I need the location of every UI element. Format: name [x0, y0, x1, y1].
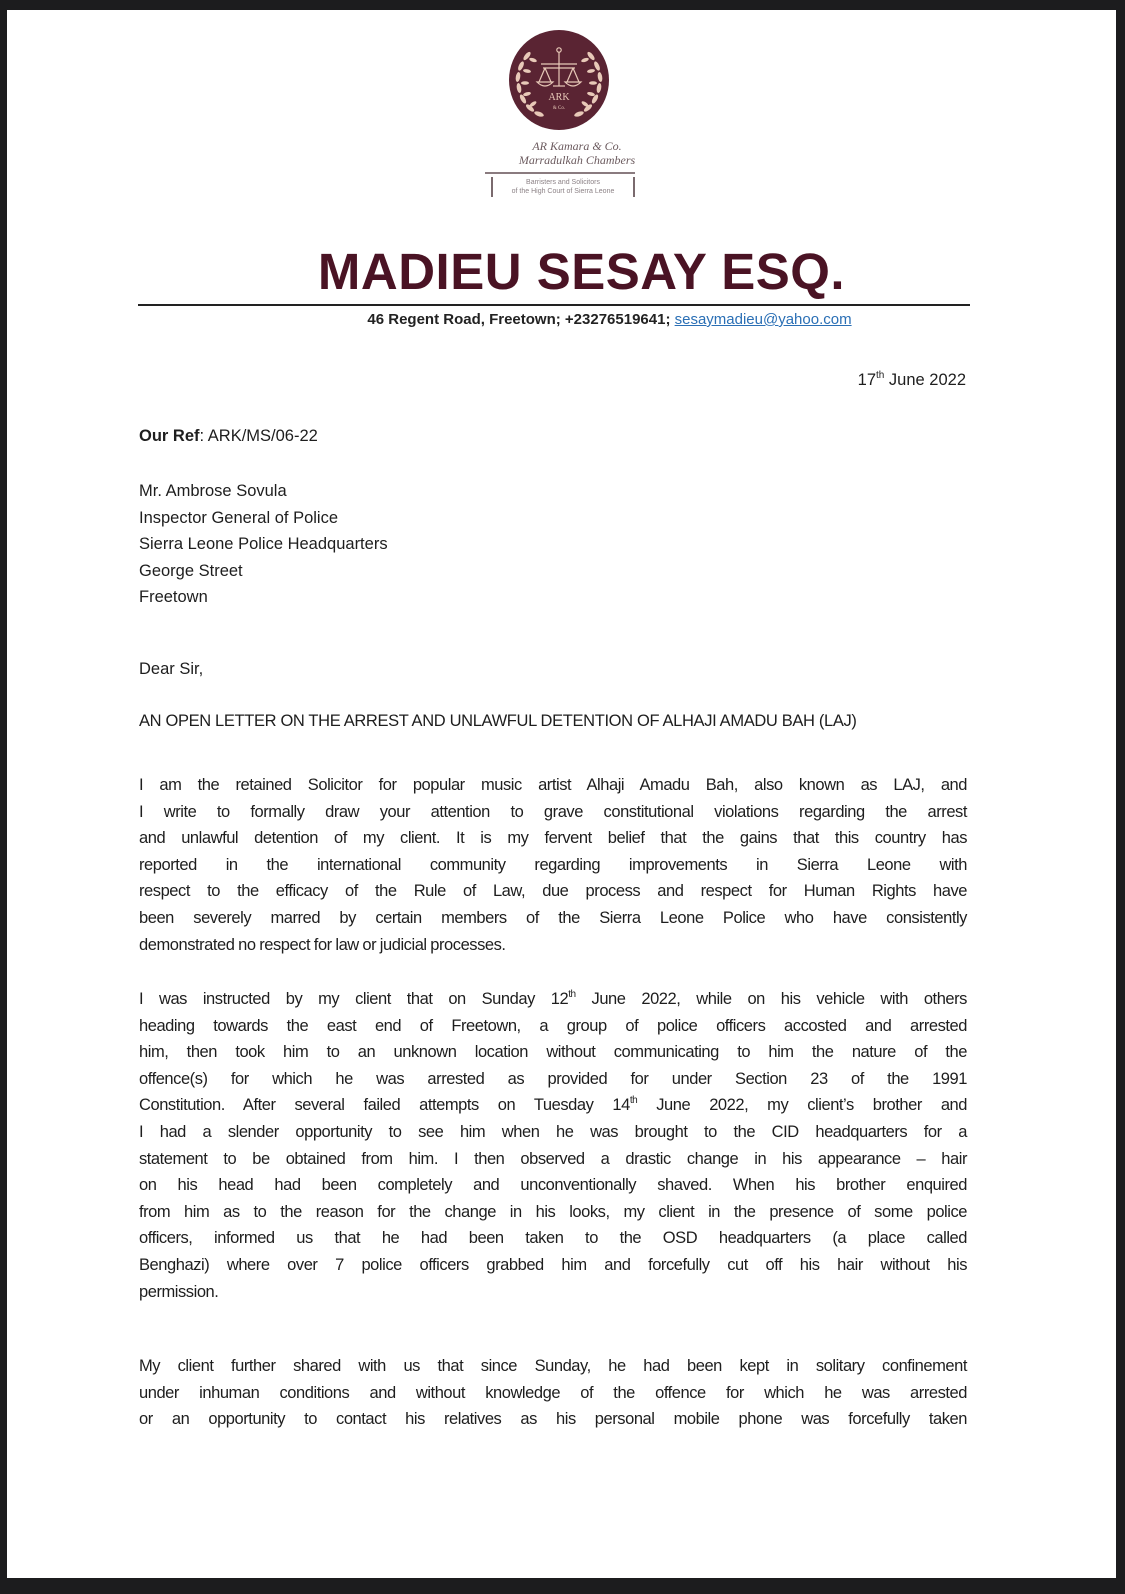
letterhead-title: MADIEU SESAY ESQ.	[317, 243, 846, 300]
reference-value: : ARK/MS/06-22	[199, 427, 318, 445]
scales-of-justice-icon	[477, 26, 677, 138]
recipient-address	[139, 478, 388, 611]
paragraph-line: him, then took him to an unknown location without communicating to him the nature of the	[139, 1043, 967, 1062]
body-paragraph-3	[139, 1353, 967, 1433]
paragraph-line: I am the retained Solicitor for popular music artist Alhaji Amadu Bah, also known as LAJ, and	[139, 776, 967, 794]
svg-text:& Co.: & Co.	[552, 106, 566, 111]
paragraph-line: I had a slender opportunity to see him when he was brought to the CID headquarters for a	[139, 1122, 967, 1141]
body-paragraph-1	[139, 772, 967, 958]
logo-divider	[485, 172, 635, 174]
paragraph-line: and unlawful detention of my client. It is my fervent belief that the gains that this country has	[139, 829, 967, 848]
reference-label: Our Ref	[139, 427, 200, 445]
firm-logo	[477, 26, 677, 206]
paragraph-line: heading towards the east end of Freetown, a group of police officers accosted and arrested	[139, 1016, 967, 1035]
firm-name-line1: AR Kamara & Co.	[532, 139, 622, 153]
paragraph-line: on his head had been completely and unconventionally shaved. When his brother enquired	[139, 1176, 967, 1195]
letterhead-contact	[7, 310, 1116, 330]
letter-date: 17th June 2022	[857, 370, 966, 389]
paragraph-line: My client further shared with us that since Sunday, he had been kept in solitary confinement	[139, 1357, 967, 1375]
letterhead-divider	[138, 304, 970, 306]
paragraph-line: reported in the international community regarding improvements in Sierra Leone with	[139, 855, 967, 874]
paragraph-line: I write to formally draw your attention to grave constitutional violations regarding the arrest	[139, 802, 967, 821]
paragraph-line: respect to the efficacy of the Rule of Law, due process and respect for Human Rights have	[139, 882, 967, 901]
firm-name-line2: Marradulkah Chambers	[518, 153, 636, 167]
recipient-line: Sierra Leone Police Headquarters	[139, 535, 388, 553]
logo-tagline-line1: Barristers and Solicitors	[526, 179, 600, 186]
recipient-line: George Street	[139, 561, 243, 580]
email-link[interactable]: sesaymadieu@yahoo.com	[674, 311, 852, 328]
recipient-line: Mr. Ambrose Sovula	[139, 482, 287, 500]
paragraph-line: I was instructed by my client that on Sunday 12th June 2022, while on his vehicle with others	[139, 989, 967, 1008]
paragraph-line: permission.	[139, 1282, 219, 1301]
recipient-line: Inspector General of Police	[139, 508, 339, 527]
letter-page	[7, 10, 1116, 1578]
our-reference	[139, 427, 318, 446]
paragraph-line: statement to be obtained from him. I then observed a drastic change in his appearance – hair	[139, 1149, 967, 1168]
paragraph-line: Constitution. After several failed attempts on Tuesday 14th June 2022, my client’s brother and	[139, 1095, 967, 1115]
paragraph-line: offence(s) for which he was arrested as provided for under Section 23 of the 1991	[139, 1069, 967, 1088]
body-paragraph-2	[139, 986, 967, 1305]
letter-subject: AN OPEN LETTER ON THE ARREST AND UNLAWFUL DETENTION OF ALHAJI AMADU BAH (LAJ)	[139, 712, 857, 730]
salutation: Dear Sir,	[139, 660, 204, 678]
paragraph-line: been severely marred by certain members of the Sierra Leone Police who have consistently	[139, 908, 967, 927]
recipient-line: Freetown	[139, 588, 208, 606]
paragraph-line: demonstrated no respect for law or judicial processes.	[139, 935, 506, 954]
address-phone: 46 Regent Road, Freetown; +23276519641;	[367, 311, 675, 328]
paragraph-line: or an opportunity to contact his relatives as his personal mobile phone was forcefully taken	[139, 1410, 967, 1429]
paragraph-line: Benghazi) where over 7 police officers grabbed him and forcefully cut off his hair without his	[139, 1255, 967, 1274]
paragraph-line: from him as to the reason for the change in his looks, my client in the presence of some police	[139, 1202, 967, 1221]
paragraph-line: under inhuman conditions and without knowledge of the offence for which he was arrested	[139, 1383, 967, 1402]
emblem-text: ARK	[548, 92, 570, 103]
paragraph-line: officers, informed us that he had been taken to the OSD headquarters (a place called	[139, 1229, 967, 1248]
logo-tagline-line2: of the High Court of Sierra Leone	[511, 188, 615, 195]
